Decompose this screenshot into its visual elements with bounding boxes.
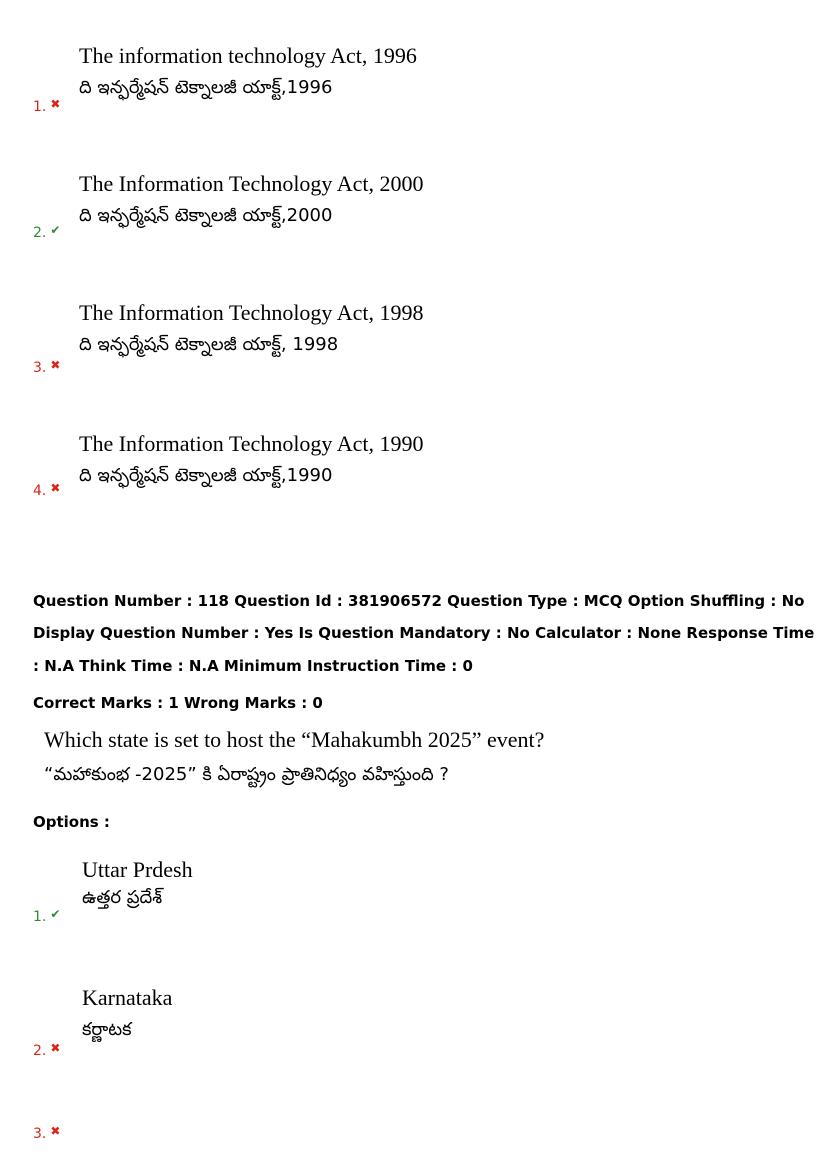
marks-line: Correct Marks : 1 Wrong Marks : 0 xyxy=(33,694,323,712)
option-number: 4. ✖ xyxy=(33,481,61,499)
option-text-en: Uttar Prdesh xyxy=(82,857,193,882)
option-number: 3. ✖ xyxy=(33,1124,61,1142)
option-text-te: ది ఇన్ఫర్మేషన్ టెక్నాలజీ యాక్ట్,1996 xyxy=(79,77,333,98)
option-text-te: ఉత్తర ప్రదేశ్ xyxy=(82,887,163,908)
option-text-en: The Information Technology Act, 1998 xyxy=(79,300,424,325)
option-number: 2. ✖ xyxy=(33,1041,61,1059)
question-meta-line-3: : N.A Think Time : N.A Minimum Instruction Time : 0 xyxy=(33,657,473,675)
question-meta-line-2: Display Question Number : Yes Is Question Mandatory : No Calculator : None Response Time xyxy=(33,624,815,642)
option-number: 1. ✖ xyxy=(33,97,61,115)
check-icon: ✔ xyxy=(50,223,61,237)
option-text-en: The Information Technology Act, 1990 xyxy=(79,431,424,456)
cross-icon: ✖ xyxy=(50,97,61,111)
option-number: 2. ✔ xyxy=(33,223,61,241)
option-text-en: The Information Technology Act, 2000 xyxy=(79,171,424,196)
option-number: 3. ✖ xyxy=(33,358,61,376)
cross-icon: ✖ xyxy=(50,1041,61,1055)
question-meta-line-1: Question Number : 118 Question Id : 381906572 Question Type : MCQ Option Shuffling : No xyxy=(33,592,805,610)
cross-icon: ✖ xyxy=(50,481,61,495)
check-icon: ✔ xyxy=(50,907,61,921)
option-text-te: ది ఇన్ఫర్మేషన్ టెక్నాలజీ యాక్ట్,1990 xyxy=(79,465,333,486)
question-text-en: Which state is set to host the “Mahakumbh 2025” event? xyxy=(44,727,545,752)
cross-icon: ✖ xyxy=(50,358,61,372)
question-text-te: “మహాకుంభ -2025” కి ఏరాష్ట్రం ప్రాతినిధ్యం వహిస్తుంది ? xyxy=(44,764,449,785)
option-text-te: ది ఇన్ఫర్మేషన్ టెక్నాలజీ యాక్ట్,2000 xyxy=(79,205,333,226)
options-label: Options : xyxy=(33,813,110,831)
option-text-en: Karnataka xyxy=(82,985,173,1010)
option-text-te: ది ఇన్ఫర్మేషన్ టెక్నాలజీ యాక్ట్, 1998 xyxy=(79,334,339,355)
option-number: 1. ✔ xyxy=(33,907,61,925)
option-text-en: The information technology Act, 1996 xyxy=(79,43,417,68)
option-text-te: కర్ణాటక xyxy=(82,1019,132,1040)
cross-icon: ✖ xyxy=(50,1124,61,1138)
